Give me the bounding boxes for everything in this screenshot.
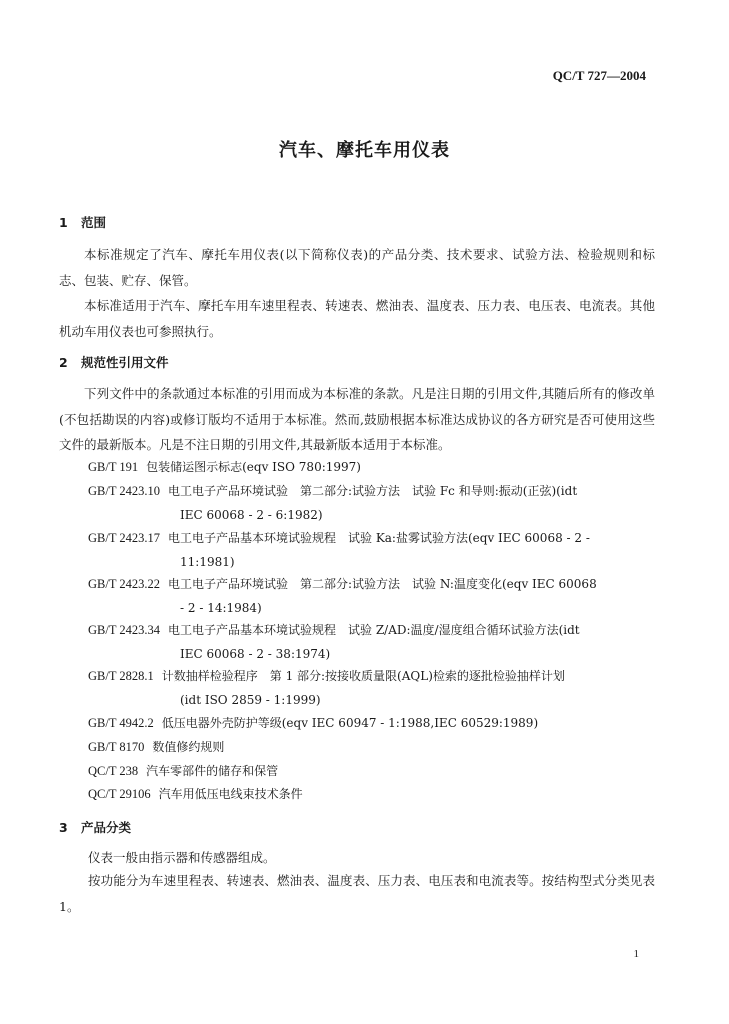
reference-title: 数值修约规则 <box>152 740 225 754</box>
reference-title: 电工电子产品基本环境试验规程 试验 Ka:盐雾试验方法(eqv IEC 60068 - 2 - <box>168 531 590 545</box>
section-1-paragraph-1: 本标准规定了汽车、摩托车用仪表(以下简称仪表)的产品分类、技术要求、试验方法、检验规则和标志、包装、贮存、保管。 <box>59 247 655 288</box>
section-title: 规范性引用文件 <box>81 355 169 370</box>
reference-code: QC/T 29106 <box>88 787 151 801</box>
reference-title-continuation: - 2 - 14:1984) <box>180 601 262 615</box>
section-1-paragraph-2: 本标准适用于汽车、摩托车用车速里程表、转速表、燃油表、温度表、压力表、电压表、电流表。其他机动车用仪表也可参照执行。 <box>59 298 655 339</box>
standard-number: QC/T 727—2004 <box>552 68 646 83</box>
reference-item <box>88 479 656 527</box>
page-number: 1 <box>633 948 639 960</box>
reference-title: 电工电子产品环境试验 第二部分:试验方法 试验 Fc 和导则:振动(正弦)(idt <box>168 484 578 498</box>
section-title: 范围 <box>81 215 107 230</box>
reference-title: 汽车用低压电线束技术条件 <box>158 787 303 801</box>
reference-item <box>88 455 656 479</box>
reference-title-continuation: IEC 60068 - 2 - 38:1974) <box>180 647 331 661</box>
reference-title-continuation: IEC 60068 - 2 - 6:1982) <box>180 508 323 522</box>
reference-code: GB/T 4942.2 <box>88 716 154 730</box>
section-3-heading <box>59 818 131 836</box>
reference-code: GB/T 2423.17 <box>88 531 160 545</box>
section-number: 3 <box>59 820 68 835</box>
reference-code: QC/T 238 <box>88 764 139 778</box>
section-2-heading <box>59 353 169 371</box>
reference-item <box>88 735 656 759</box>
reference-item <box>88 664 656 712</box>
reference-title: 计数抽样检验程序 第 1 部分:按接收质量限(AQL)检索的逐批检验抽样计划 <box>161 669 565 683</box>
reference-item <box>88 711 656 735</box>
reference-code: GB/T 2828.1 <box>88 669 154 683</box>
reference-item <box>88 572 656 620</box>
reference-item <box>88 618 656 666</box>
section-2-paragraph-1: 下列文件中的条款通过本标准的引用而成为本标准的条款。凡是注日期的引用文件,其随后所有的修改单(不包括勘误的内容)或修订版均不适用于本标准。然而,鼓励根据本标准达成协议的各方研究是否可使用这些文件的最新版本。凡是不注日期的引用文件,其最新版本适用于本标准。 <box>59 386 655 452</box>
reference-code: GB/T 2423.10 <box>88 484 160 498</box>
reference-code: GB/T 8170 <box>88 740 145 754</box>
reference-title: 电工电子产品环境试验 第二部分:试验方法 试验 N:温度变化(eqv IEC 60068 <box>168 577 597 591</box>
reference-title-continuation: 11:1981) <box>180 555 235 569</box>
section-3-paragraph-1: 仪表一般由指示器和传感器组成。 <box>88 850 276 865</box>
reference-item <box>88 759 656 783</box>
reference-title: 低压电器外壳防护等级(eqv IEC 60947 - 1:1988,IEC 60529:1989) <box>161 716 539 730</box>
reference-title-continuation: (idt ISO 2859 - 1:1999) <box>180 693 321 707</box>
section-number: 2 <box>59 355 68 370</box>
document-title: 汽车、摩托车用仪表 <box>279 140 450 161</box>
reference-title: 电工电子产品基本环境试验规程 试验 Z/AD:温度/湿度组合循环试验方法(idt <box>168 623 580 637</box>
reference-title: 汽车零部件的储存和保管 <box>146 764 279 778</box>
section-number: 1 <box>59 215 68 230</box>
section-1-heading <box>59 213 106 231</box>
reference-code: GB/T 2423.22 <box>88 577 160 591</box>
section-3-paragraph-2: 按功能分为车速里程表、转速表、燃油表、温度表、压力表、电压表和电流表等。按结构型式分类见表 1。 <box>59 873 655 914</box>
reference-item <box>88 782 656 806</box>
section-title: 产品分类 <box>81 820 132 835</box>
reference-item <box>88 526 656 574</box>
reference-code: GB/T 191 <box>88 460 139 474</box>
reference-code: GB/T 2423.34 <box>88 623 160 637</box>
reference-title: 包装储运图示标志(eqv ISO 780:1997) <box>146 460 361 474</box>
